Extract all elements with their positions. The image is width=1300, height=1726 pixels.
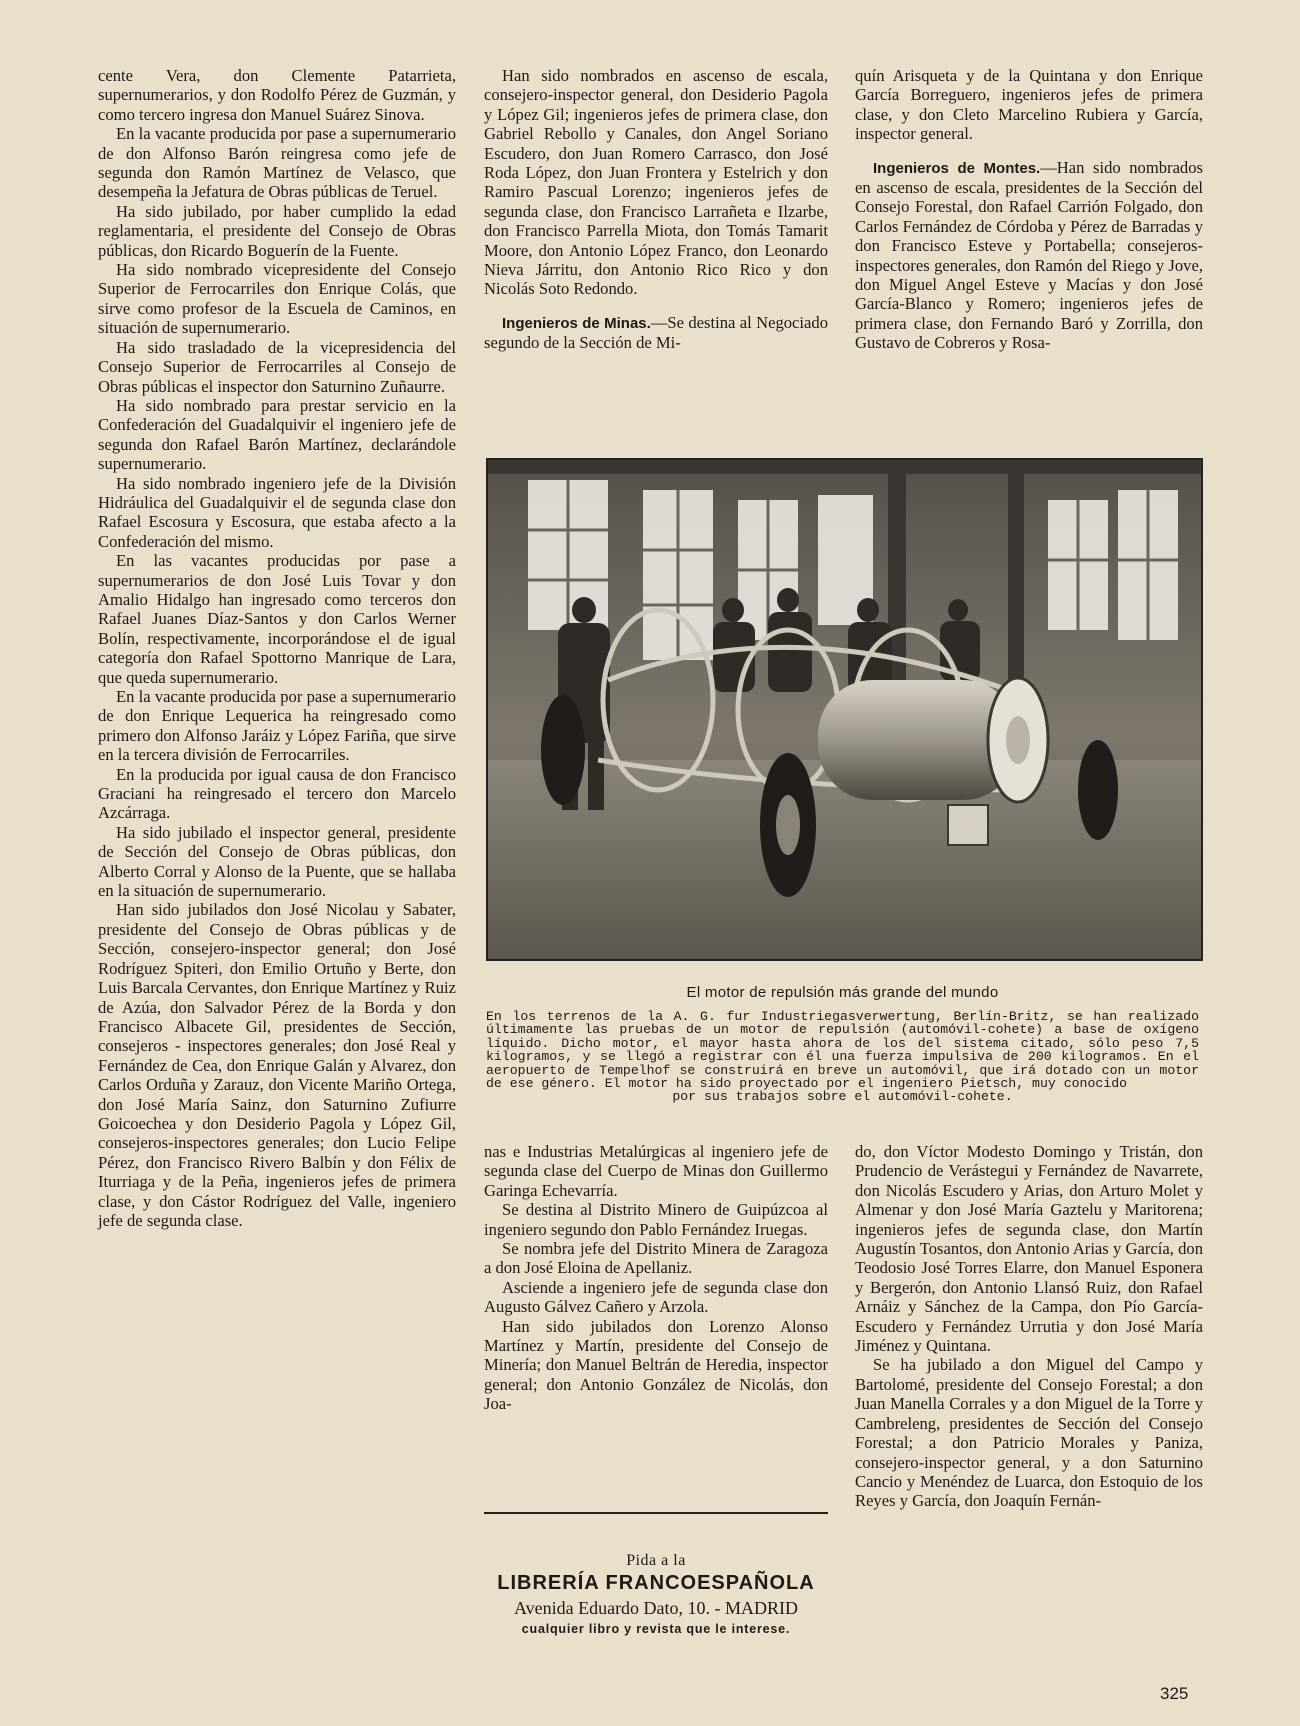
paragraph (855, 158, 1203, 353)
ad-tagline: cualquier libro y revista que le interese. (521, 1622, 791, 1636)
bookstore-advertisement (484, 1512, 828, 1636)
paragraph: nas e Industrias Metalúrgicas al ingeniero jefe de segunda clase del Cuerpo de Minas don Guillermo Garinga Echevarría. (484, 1142, 828, 1200)
ad-bookstore-name: LIBRERÍA FRANCOESPAÑOLA (497, 1572, 815, 1594)
article-column-3-top (855, 66, 1203, 353)
section-heading-montes: Ingenieros de Montes. (873, 159, 1041, 177)
paragraph: Se nombra jefe del Distrito Minera de Zaragoza a don José Eloina de Apellaniz. (484, 1239, 828, 1278)
caption-last-line: por sus trabajos sobre el automóvil-cohete. (672, 1089, 1013, 1105)
ad-address: Avenida Eduardo Dato, 10. - MADRID (513, 1598, 799, 1618)
paragraph: Se destina al Distrito Minero de Guipúzcoa al ingeniero segundo don Pablo Fernández Iruegas. (484, 1200, 828, 1239)
rocket-car-photo-illustration (488, 460, 1201, 959)
paragraph: do, don Víctor Modesto Domingo y Tristán, don Prudencio de Verástegui y Fernández de Navarrete, don Nicolás Escudero y Arias, don Arturo Molet y Almenar y don José María Gaztelu y Maritorena; ingenieros jefes de segunda clase, don Martín Augustín Tosantos, don Antonio Arias y García, don Teodosio José Torres Elarre, don Manuel Esponera y Bergerón, don Antonio Llansó Ruiz, don Rafael Arnáiz y Sánchez de la Campa, don Pío García-Escudero y Fernández Urrutia y don José María Jiménez y Quintana. (855, 1142, 1203, 1356)
paragraph: En las vacantes producidas por pase a supernumerarios de don José Luis Tovar y don Amalio Hidalgo han ingresado como terceros don Rafael Juanes Díaz-Santos y don Carlos Werner Bolín, respectivamente, incorporándose el de igual categoría don Rafael Spottorno Manrique de Lara, que queda supernumerario. (98, 551, 456, 687)
paragraph: Ha sido nombrado ingeniero jefe de la División Hidráulica del Guadalquivir el de segunda clase don Rafael Escosura y Escosura, que estaba afecto a la Confederación del mismo. (98, 473, 456, 551)
ad-line-1: Pida a la (626, 1552, 686, 1569)
paragraph: Ha sido trasladado de la vicepresidencia del Consejo Superior de Ferrocarriles al Consejo de Obras públicas el inspector don Saturnino Zuñaurre. (98, 337, 456, 396)
paragraph-text: —Se destina al Negociado segundo de la Sección de Mi- (484, 312, 828, 353)
page-number: 325 (1160, 1684, 1189, 1703)
caption-body: En los terrenos de la A. G. fur Industriegasverwertung, Berlín-Britz, se han realizado últimamente las pruebas de un motor de repulsión (automóvil-cohete) a base de oxígeno líquido. Dicho motor, el mayor hasta ahora de los del sistema citado, sólo peso 7,5 kilogramos, y se llegó a registrar con él una fuerza impulsiva de 200 kilogramos. En el aeropuerto de Tempelhof se construirá en breve un automóvil, que irá dotado con un motor de ese género. El motor ha sido proyectado por el ingeniero Pietsch, muy conocido (486, 1009, 1199, 1092)
article-column-3-bottom (855, 1142, 1203, 1511)
paragraph-text: —Han sido nombrados en ascenso de escala, presidentes de la Sección del Consejo Forestal, don Rafael Carrión Folgado, don Carlos Fernández de Córdoba y Pérez de Barradas y don Francisco Esteve y Portabella; consejeros-inspectores generales, don Ramón del Riego y Jove, don Miguel Angel Esteve y Macías y don José García-Blanco y Romero; ingenieros jefes de primera clase, don Fernando Baró y Zorrilla, don Gustavo de Cobreros y Rosa- (855, 157, 1203, 353)
paragraph: En la producida por igual causa de don Francisco Graciani ha reingresado el tercero don Marcelo Azcárraga. (98, 764, 456, 823)
article-column-1 (98, 66, 456, 1230)
paragraph: cente Vera, don Clemente Patarrieta, supernumerarios, y don Rodolfo Pérez de Guzmán, y como tercero ingresa don Manuel Suárez Sinova. (98, 66, 456, 124)
paragraph: quín Arisqueta y de la Quintana y don Enrique García Borreguero, ingenieros jefes de primera clase, y don Cleto Marcelino Rubiera y García, inspector general. (855, 66, 1203, 144)
photo-caption-title: El motor de repulsión más grande del mundo (686, 984, 999, 1001)
paragraph (484, 313, 828, 353)
paragraph: Asciende a ingeniero jefe de segunda clase don Augusto Gálvez Cañero y Arzola. (484, 1277, 828, 1317)
paragraph: Han sido jubilados don Lorenzo Alonso Martínez y Martín, presidente del Consejo de Minería; don Manuel Beltrán de Heredia, inspector general; don Antonio González de Nicolás, don Joa- (484, 1316, 828, 1414)
paragraph: Han sido nombrados en ascenso de escala, consejero-inspector general, don Desiderio Pagola y López Gil; ingenieros jefes de primera clase, don Gabriel Rebollo y Canales, don Angel Soriano Escudero, don Juan Romero Carrasco, don José Roda López, don Juan Frontera y Estelrich y don Ramiro Pascual Lorenzo; ingenieros jefes de segunda clase, don Francisco Larrañeta e Ilzarbe, don Francisco Parrella Miota, don Tomás Tamarit Moore, don Antonio López Franco, don Leonardo Nieva Járritu, don Antonio Rico Rico y don Nicolás Soto Redondo. (484, 66, 828, 299)
paragraph: Ha sido nombrado vicepresidente del Consejo Superior de Ferrocarriles don Enrique Colás, que sirve como profesor de la Escuela de Caminos, en situación de supernumerario. (98, 260, 456, 338)
paragraph: Ha sido jubilado, por haber cumplido la edad reglamentaria, el presidente del Consejo de Obras públicas, don Ricardo Boguerín de la Fuente. (98, 201, 456, 260)
paragraph: En la vacante producida por pase a supernumerario de don Enrique Lequerica ha reingresado como primero don Alfonso Jaráiz y López Fariña, que sirve en la tercera división de Ferrocarriles. (98, 687, 456, 765)
article-column-2-top (484, 66, 828, 353)
paragraph: Se ha jubilado a don Miguel del Campo y Bartolomé, presidente del Consejo Forestal; a don Juan Manella Corrales y a don Miguel de la Torre y Cambreleng, presidentes de Sección del Consejo Forestal; a don Patricio Morales y Paniza, consejero-inspector general, y a don Saturnino Cancio y Menéndez de Luarca, don Estoquio de los Reyes y García, don Joaquín Fernán- (855, 1355, 1203, 1511)
paragraph: Ha sido nombrado para prestar servicio en la Confederación del Guadalquivir el ingeniero jefe de segunda don Rafael Barón Martínez, declarándole supernumerario. (98, 395, 456, 474)
photo-caption-text (486, 1010, 1199, 1104)
workshop-photo (486, 458, 1203, 961)
paragraph: Han sido jubilados don José Nicolau y Sabater, presidente del Consejo de Obras públicas y de Sección, consejero-inspector general; don José Rodríguez Spiteri, don Emilio Ortuño y Berte, don Luis Barcala Cervantes, don Enrique Martínez y Ruiz de Azúa, don Salvador Pérez de la Borda y don Francisco Albacete Gil, presidentes de Sección, consejeros - inspectores generales; don José Real y Fernández de Cea, don Enrique Galán y Alvarez, don Carlos Orduña y Zarauz, don Vicente Mariño Ortega, don José María Sainz, don Saturnino Zufiurre Goicoechea y don Desiderio Pagola y López Gil, consejeros-inspectores generales; don Lucio Felipe Pérez, don Francisco Rivero Balbín y don Félix de Iturriaga y de la Peña, ingenieros jefes de primera clase, y don Cástor Rodríguez del Valle, ingeniero jefe de segunda clase. (98, 900, 456, 1230)
paragraph: En la vacante producida por pase a supernumerario de don Alfonso Barón reingresa como jefe de segunda don Ramón Martínez de Velasco, que desempeña la Jefatura de Obras públicas de Teruel. (98, 124, 456, 202)
paragraph: Ha sido jubilado el inspector general, presidente de Sección del Consejo de Obras públicas, don Alberto Corral y Alonso de la Puente, que se hallaba en la situación de supernumerario. (98, 822, 456, 901)
article-column-2-bottom (484, 1142, 828, 1414)
section-heading-minas: Ingenieros de Minas. (502, 314, 651, 332)
